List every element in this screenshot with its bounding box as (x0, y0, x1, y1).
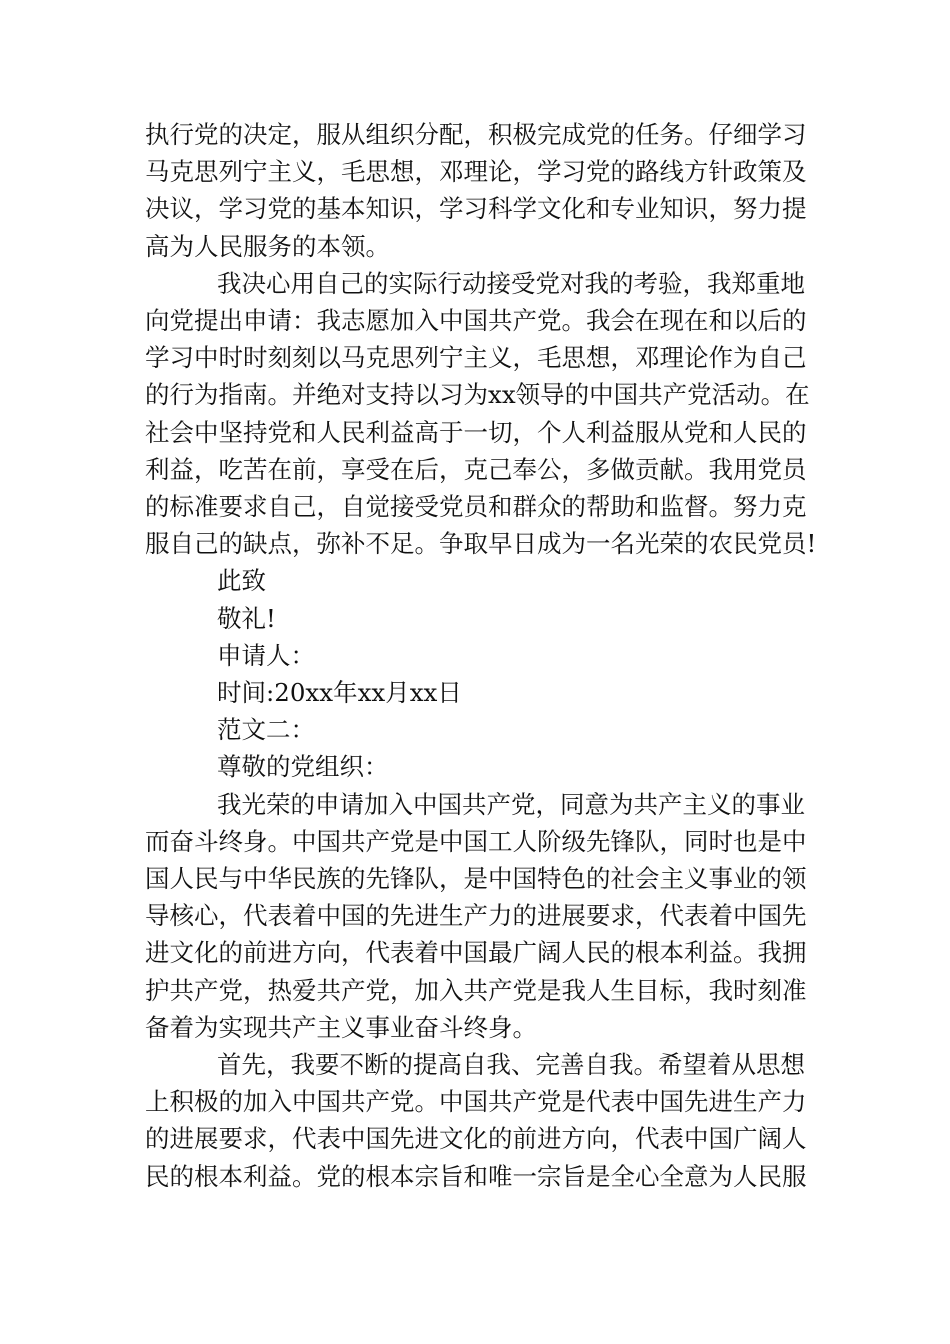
text-line: 而奋斗终身。中国共产党是中国工人阶级先锋队，同时也是中 (145, 826, 807, 856)
text-line: 进文化的前进方向，代表着中国最广阔人民的根本利益。我拥 (145, 938, 807, 968)
text-line: 申请人： (217, 640, 315, 670)
text-line: 执行党的决定，服从组织分配，积极完成党的任务。仔细学习 (145, 120, 807, 149)
text-line: 的进展要求，代表中国先进文化的前进方向，代表中国广阔人 (145, 1124, 807, 1154)
text-line: 范文二： (217, 715, 315, 745)
text-line: 利益，吃苦在前，享受在后，克己奉公，多做贡献。我用党员 (145, 454, 807, 484)
text-line: 备着为实现共产主义事业奋斗终身。 (145, 1012, 537, 1042)
text-line: 的标准要求自己，自觉接受党员和群众的帮助和监督。努力克 (145, 492, 807, 522)
text-line: 时间:20xx年xx月xx日 (217, 678, 462, 708)
text-line: 我光荣的申请加入中国共产党，同意为共产主义的事业 (217, 789, 805, 819)
text-line: 护共产党，热爱共产党，加入共产党是我人生目标，我时刻准 (145, 975, 807, 1005)
text-line: 此致 (217, 566, 266, 596)
text-line: 高为人民服务的本领。 (145, 231, 390, 261)
text-line: 导核心，代表着中国的先进生产力的进展要求，代表着中国先 (145, 901, 807, 931)
text-line: 服自己的缺点，弥补不足。争取早日成为一名光荣的农民党员! (145, 529, 817, 559)
text-line: 决议，学习党的基本知识，学习科学文化和专业知识，努力提 (145, 194, 807, 224)
text-line: 敬礼! (217, 603, 276, 633)
text-line: 国人民与中华民族的先锋队，是中国特色的社会主义事业的领 (145, 864, 807, 894)
text-line: 马克思列宁主义，毛思想，邓理论，学习党的路线方针政策及 (145, 157, 807, 187)
text-line: 我决心用自己的实际行动接受党对我的考验，我郑重地 (217, 268, 805, 298)
text-line: 社会中坚持党和人民利益高于一切，个人利益服从党和人民的 (145, 417, 807, 447)
text-line: 学习中时时刻刻以马克思列宁主义，毛思想，邓理论作为自己 (145, 343, 807, 373)
text-line: 民的根本利益。党的根本宗旨和唯一宗旨是全心全意为人民服 (145, 1161, 807, 1191)
text-line: 尊敬的党组织： (217, 752, 389, 782)
text-line: 上积极的加入中国共产党。中国共产党是代表中国先进生产力 (145, 1087, 807, 1117)
text-line: 的行为指南。并绝对支持以习为xx领导的中国共产党活动。在 (145, 380, 810, 410)
text-line: 首先，我要不断的提高自我、完善自我。希望着从思想 (217, 1050, 805, 1080)
text-line: 向党提出申请：我志愿加入中国共产党。我会在现在和以后的 (145, 306, 807, 336)
document-body (145, 116, 817, 1195)
